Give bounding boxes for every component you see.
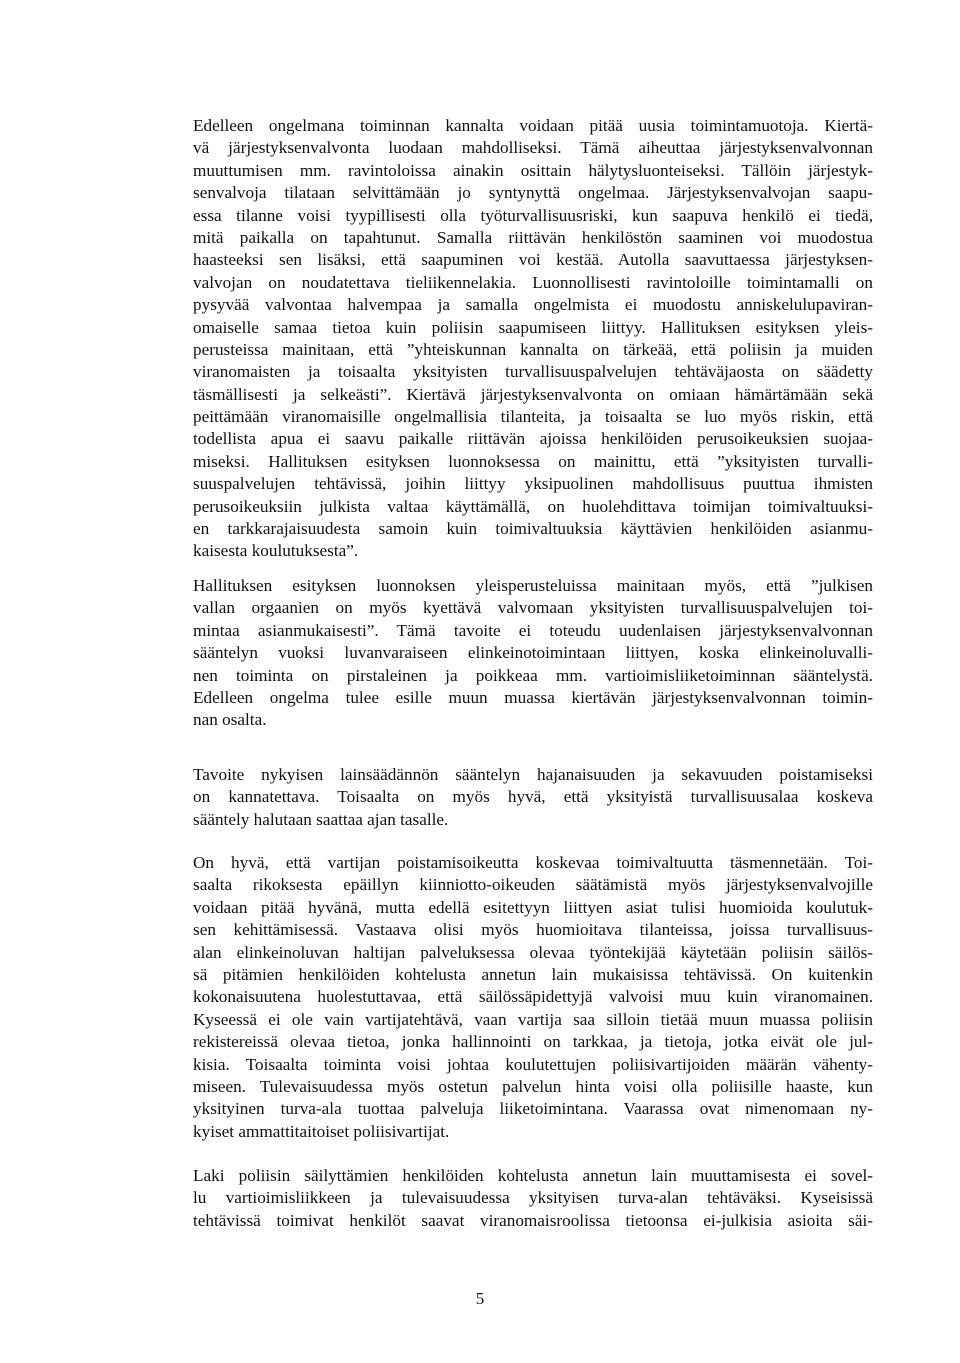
paragraph-4 — [193, 852, 873, 1143]
text-line: todellista apua ei saavu paikalle riittävän ajoissa henkilöiden perusoikeuksien suojaa- — [193, 429, 873, 449]
text-line: Hallituksen esityksen luonnoksen yleisperusteluissa mainitaan myös, että ”julkisen — [193, 576, 873, 595]
text-line: haasteeksi sen lisäksi, että saapuminen voi kestää. Autolla saavuttaessa järjestyksen- — [193, 250, 873, 270]
text-line: täsmällisesti ja selkeästi”. Kiertävä järjestyksenvalvonta on omiaan hämärtämään sekä — [193, 384, 873, 404]
text-line: Kyseessä ei ole vain vartijatehtävä, vaan vartija saa silloin tietää muun muassa poliisin — [193, 1009, 873, 1029]
text-line: voidaan pitää hyvänä, mutta edellä esitettyyn liittyen asiat tulisi huomioida koulutuk- — [193, 897, 873, 917]
text-line: miseen. Tulevaisuudessa myös ostetun palvelun hinta voisi olla poliisille haaste, kun — [193, 1076, 873, 1096]
text-line: muuttumisen mm. ravintoloissa ainakin osittain hälytysluonteiseksi. Tällöin järjestyk- — [193, 160, 873, 180]
text-line: nen toiminta on pirstaleinen ja poikkeaa mm. vartioimisliiketoiminnan sääntelystä. — [193, 665, 873, 685]
text-line: sääntelyn vuoksi luvanvaraiseen elinkeinotoimintaan liittyen, koska elinkeinoluvalli- — [193, 643, 873, 663]
text-line: alan elinkeinoluvan haltijan palveluksessa olevaa työntekijää käytetään poliisin säilös- — [193, 942, 873, 962]
text-line: sääntely halutaan saattaa ajan tasalle. — [193, 809, 449, 829]
text-line: essa tilanne voisi tyypillisesti olla työturvallisuusriski, kun saapuva henkilö ei tiedä, — [193, 205, 873, 225]
text-line: On hyvä, että vartijan poistamisoikeutta koskevaa toimivaltuutta täsmennetään. Toi- — [193, 853, 873, 872]
text-line: vallan orgaanien on myös kyettävä valvomaan yksityisten turvallisuuspalvelujen toi- — [193, 598, 873, 618]
paragraph-1 — [193, 115, 873, 563]
text-line: valvojan on noudatettava tieliikennelakia. Luonnollisesti ravintoloille toimintamalli on — [193, 272, 873, 292]
text-line: kyiset ammattitaitoiset poliisivartijat. — [193, 1121, 450, 1141]
text-line: kisia. Toisaalta toiminta voisi johtaa koulutettujen poliisivartijoiden määrän vähenty- — [193, 1054, 873, 1074]
text-line: suuspalvelujen tehtävissä, joihin liittyy yksipuolinen mahdollisuus puuttua ihmisten — [193, 474, 873, 494]
text-line: perusoikeuksiin julkista valtaa käyttämällä, on huolehdittava toimijan toimivaltuuksi- — [193, 496, 873, 516]
text-line: Laki poliisin säilyttämien henkilöiden kohtelusta annetun lain muuttamisesta ei sovel- — [193, 1166, 873, 1185]
paragraph-5 — [193, 1165, 873, 1232]
page-number: 5 — [475, 1289, 485, 1308]
text-line: tehtävissä toimivat henkilöt saavat viranomaisroolissa tietoonsa ei-julkisia asioita säi- — [193, 1210, 873, 1230]
text-line: senvalvoja tilataan selvittämään jo syntynyttä ongelmaa. Järjestyksenvalvojan saapu- — [193, 183, 873, 203]
text-line: vä järjestyksenvalvonta luodaan mahdolliseksi. Tämä aiheuttaa järjestyksenvalvonnan — [193, 138, 873, 158]
text-line: pysyvää valvontaa halvempaa ja samalla ongelmista ei muodostu anniskelulupaviran- — [193, 295, 873, 315]
text-line: peittämään viranomaisille ongelmallisia tilanteita, ja toisaalta se luo myös riskin, että — [193, 407, 873, 427]
text-line: perusteissa mainitaan, että ”yhteiskunnan kannalta on tärkeää, että poliisin ja muiden — [193, 339, 873, 359]
text-line: en tarkkarajaisuudesta samoin kuin toimivaltuuksia käyttävien henkilöiden asianmu- — [193, 519, 873, 539]
text-line: yksityinen turva-ala tuottaa palveluja liiketoimintana. Vaarassa ovat nimenomaan ny- — [193, 1099, 873, 1119]
text-line: on kannatettava. Toisaalta on myös hyvä, että yksityistä turvallisuusalaa koskeva — [193, 787, 873, 807]
text-line: Edelleen ongelma tulee esille muun muassa kiertävän järjestyksenvalvonnan toimin- — [193, 687, 873, 707]
text-line: lu vartioimisliikkeen ja tulevaisuudessa yksityisen turva-alan tehtäväksi. Kyseisissä — [193, 1188, 873, 1208]
text-line: kokonaisuutena huolestuttavaa, että säilössäpidettyjä valvoisi muu kuin viranomainen. — [193, 987, 873, 1007]
text-line: omaiselle samaa tietoa kuin poliisin saapumiseen liittyy. Hallituksen esityksen yleis- — [193, 317, 873, 337]
text-line: viranomaisten ja toisaalta yksityisten turvallisuuspalvelujen tehtäväjaosta on säädetty — [193, 362, 873, 382]
text-line: saalta rikoksesta epäillyn kiinniotto-oikeuden säätämistä myös järjestyksenvalvojille — [193, 875, 873, 895]
text-line: Tavoite nykyisen lainsäädännön sääntelyn hajanaisuuden ja sekavuuden poistamiseksi — [193, 765, 873, 784]
text-line: sen kehittämisessä. Vastaava olisi myös huomioitava tilanteissa, joissa turvallisuus- — [193, 920, 873, 940]
text-line: rekistereissä olevaa tietoa, jonka hallinnointi on tarkkaa, ja tietoja, jotka eivät ole jul- — [193, 1032, 873, 1052]
text-line: kaisesta koulutuksesta”. — [193, 541, 359, 561]
text-line: nan osalta. — [193, 710, 267, 730]
paragraph-3 — [193, 764, 873, 831]
text-line: Edelleen ongelmana toiminnan kannalta voidaan pitää uusia toimintamuotoja. Kiertä- — [193, 116, 873, 135]
paragraph-2 — [193, 575, 873, 732]
text-line: miseksi. Hallituksen esityksen luonnoksessa on mainittu, että ”yksityisten turvalli- — [193, 451, 873, 471]
text-line: sä pitämien henkilöiden kohtelusta annetun lain mukaisissa tehtävissä. On kuitenkin — [193, 964, 873, 984]
text-line: mintaa asianmukaisesti”. Tämä tavoite ei toteudu uudenlaisen järjestyksenvalvonnan — [193, 620, 873, 640]
text-line: mitä paikalla on tapahtunut. Samalla riittävän henkilöstön saaminen voi muodostua — [193, 227, 873, 247]
